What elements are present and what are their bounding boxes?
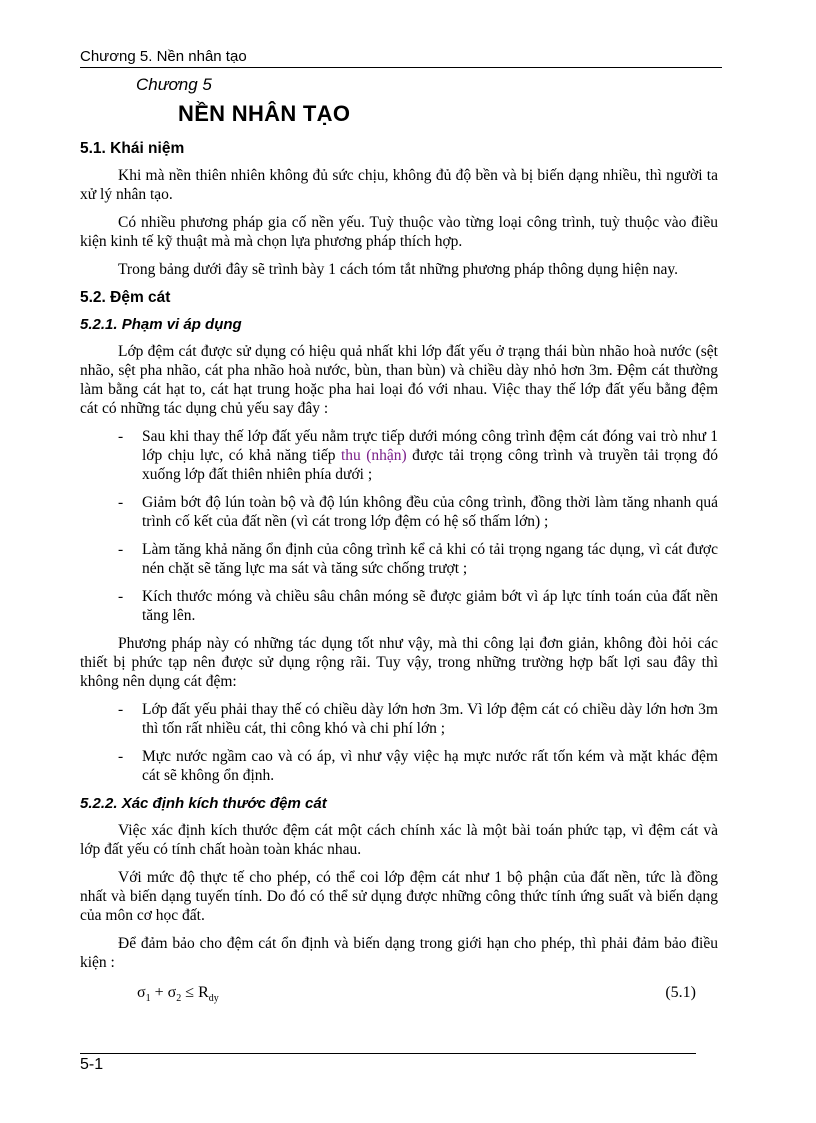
paragraph: Khi mà nền thiên nhiên không đủ sức chịu, không đủ độ bền và bị biến dạng nhiều, thì người ta xử lý nhân tạo. — [80, 167, 718, 203]
list-item-text: được tải trọng công trình và truyền tải trọng đó xuống lớp đất thiên nhiên phía dưới ; — [142, 447, 718, 483]
paragraph: Để đảm bảo cho đệm cát ổn định và biến dạng trong giới hạn cho phép, thì phải đảm bảo điều kiện : — [80, 935, 718, 971]
subsection-heading-5-2-2: 5.2.2. Xác định kích thước đệm cát — [80, 795, 327, 812]
list-item-text: Kích thước móng và chiều sâu chân móng sẽ được giảm bớt vì áp lực tính toán của đất nền tăng lên. — [142, 588, 718, 624]
list-item — [80, 700, 718, 738]
list-item-text: Sau khi thay thế lớp đất yếu nằm trực tiếp dưới móng công trình đệm cát đóng vai trò như 1 lớp chịu lực, có khả năng tiếp — [142, 428, 718, 464]
chapter-label: Chương 5 — [136, 75, 212, 94]
list-marker: - — [118, 701, 124, 718]
list-marker: - — [118, 748, 124, 765]
paragraph: Phương pháp này có những tác dụng tốt như vậy, mà thi công lại đơn giản, không đòi hỏi các thiết bị phức tạp nên được sử dụng rộng rãi. Tuy vậy, trong những trường hợp bất lợi sau đây thì không nên dụng cát đệm: — [80, 635, 718, 690]
list-item-text: Làm tăng khả năng ổn định của công trình kể cả khi có tải trọng ngang tác dụng, vì cát được nén chặt sẽ tăng lực ma sát và tăng sức chống trượt ; — [142, 541, 718, 577]
document-page — [80, 0, 722, 1123]
list-item — [80, 427, 718, 484]
list-item — [80, 540, 718, 578]
formula-5-1 — [80, 981, 718, 1007]
list-marker: - — [118, 541, 124, 558]
page-number: 5-1 — [80, 1056, 104, 1073]
paragraph: Trong bảng dưới đây sẽ trình bày 1 cách tóm tắt những phương pháp thông dụng hiện nay. — [118, 261, 679, 278]
header-rule — [80, 67, 722, 68]
paragraph: Lớp đệm cát được sử dụng có hiệu quả nhất khi lớp đất yếu ở trạng thái bùn nhão hoà nước (sệt nhão, sệt pha nhão, cát pha nhão hoà nước, bùn, than bùn) và chiều dày nhỏ hơn 3m. Đệm cát thường làm bằng cát hạt to, cát hạt trung hoặc pha hai loại đó với nhau. Việc thay thế lớp đất yếu bằng đệm cát có những tác dụng chủ yếu say đây : — [80, 343, 718, 417]
list-item-text: Mực nước ngầm cao và có áp, vì như vậy việc hạ mực nước rất tốn kém và mặt khác đệm cát sẽ không ổn định. — [142, 748, 718, 784]
paragraph: Có nhiều phương pháp gia cố nền yếu. Tuỳ thuộc vào từng loại công trình, tuỳ thuộc vào điều kiện kinh tế kỹ thuật mà mà chọn lựa phương pháp thích hợp. — [80, 214, 718, 250]
list-marker: - — [118, 428, 124, 445]
document-body — [80, 139, 718, 1007]
list-item — [80, 587, 718, 625]
bullet-list — [80, 427, 718, 625]
bullet-list — [80, 700, 718, 785]
paragraph: Với mức độ thực tế cho phép, có thể coi lớp đệm cát như 1 bộ phận của đất nền, tức là đồng nhất và biến dạng tuyến tính. Do đó có thể sử dụng được những công thức tính ứng suất và biến dạng của môn cơ học đất. — [80, 869, 718, 924]
subsection-heading-5-2-1: 5.2.1. Phạm vi áp dụng — [80, 316, 242, 333]
footer-rule — [80, 1053, 696, 1054]
list-item — [80, 493, 718, 531]
list-item — [80, 747, 718, 785]
list-marker: - — [118, 588, 124, 605]
equation-number: (5.1) — [665, 984, 696, 1001]
highlighted-text: thu (nhận) — [340, 447, 407, 464]
list-marker: - — [118, 494, 124, 511]
formula-expression: $\sigma_1 + \sigma_2 \le R_{dy}$ — [137, 984, 219, 1005]
section-heading-5-1: 5.1. Khái niệm — [80, 140, 185, 157]
paragraph: Việc xác định kích thước đệm cát một cách chính xác là một bài toán phức tạp, vì đệm cát và lớp đất yếu có tính chất hoàn toàn khác nhau. — [80, 822, 718, 858]
list-item-text: Lớp đất yếu phải thay thế có chiều dày lớn hơn 3m. Vì lớp đệm cát có chiều dày lớn hơn 3m thì tốn rất nhiều cát, thi công khó và chi phí lớn ; — [142, 701, 718, 737]
section-heading-5-2: 5.2. Đệm cát — [80, 289, 171, 306]
list-item-text: Giảm bớt độ lún toàn bộ và độ lún không đều của công trình, đồng thời làm tăng nhanh quá trình cố kết của đất nền (vì cát trong lớp đệm có hệ số thấm lớn) ; — [142, 494, 718, 530]
chapter-title: NỀN NHÂN TẠO — [178, 101, 351, 126]
running-header: Chương 5. Nền nhân tạo — [80, 48, 247, 65]
